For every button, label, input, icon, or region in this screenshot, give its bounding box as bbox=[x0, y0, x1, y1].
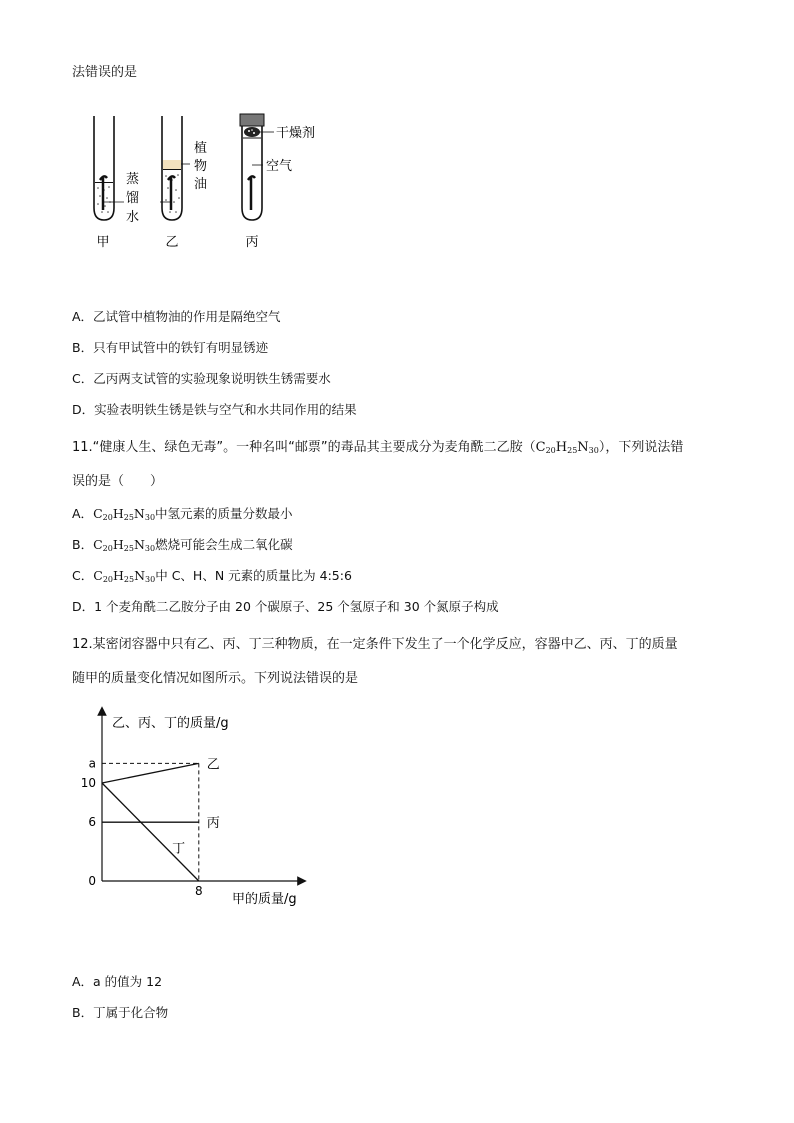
series-label-ding: 丁 bbox=[172, 841, 186, 857]
series-yi-line bbox=[102, 763, 199, 783]
x-axis-label: 甲的质量/g bbox=[232, 892, 297, 907]
q10-stem-tail: 法错误的是 bbox=[72, 65, 138, 80]
q10-option-c: C．乙丙两支试管的实验现象说明铁生锈需要水 bbox=[72, 371, 331, 386]
series-ding-line bbox=[102, 783, 199, 881]
y-axis-label: 乙、丙、丁的质量/g bbox=[112, 716, 229, 731]
q12-option-b: B．丁属于化合物 bbox=[72, 1005, 169, 1020]
tube-yi-oil-line bbox=[163, 169, 181, 170]
q11-stem-line2: 误的是（ ） bbox=[72, 474, 164, 489]
q11-option-a: A．$C_{20}H_{25}N_{30}$中氢元素的质量分数最小 bbox=[72, 506, 293, 522]
tube-yi-oil-layer bbox=[163, 160, 181, 169]
q11-stem-line1 bbox=[72, 439, 683, 460]
q11-stem-part2: ），下列说法错 bbox=[598, 440, 684, 455]
q10-option-b: B．只有甲试管中的铁钉有明显锈迹 bbox=[72, 340, 269, 355]
nail-jia bbox=[100, 176, 107, 210]
tube-label-yi: 乙 bbox=[165, 235, 179, 250]
label-oil-1: 植 bbox=[194, 141, 208, 156]
q12-mass-chart bbox=[80, 705, 330, 915]
y-tick-label: 0 bbox=[88, 874, 96, 888]
tube-label-bing: 丙 bbox=[245, 235, 259, 250]
q12-option-a: A．a 的值为 12 bbox=[72, 974, 163, 989]
q12-stem-line2: 随甲的质量变化情况如图所示。下列说法错误的是 bbox=[72, 671, 359, 686]
desiccant-bing bbox=[243, 127, 261, 138]
series-label-yi: 乙 bbox=[206, 757, 220, 773]
q10-option-a: A．乙试管中植物油的作用是隔绝空气 bbox=[72, 309, 281, 324]
tube-label-jia: 甲 bbox=[96, 235, 110, 250]
label-oil-2: 物 bbox=[194, 159, 208, 174]
q11-stem-part1: 11.“健康人生、绿色无毒”。一种名叫“邮票”的毒品其主要成分为麦角酰二乙胺（ bbox=[72, 440, 536, 455]
y-tick-label: a bbox=[88, 756, 96, 771]
test-tube-figure bbox=[80, 110, 340, 255]
label-air: 空气 bbox=[266, 159, 293, 174]
label-desiccant: 干燥剂 bbox=[276, 126, 316, 141]
nail-bing bbox=[248, 176, 255, 210]
label-water-3: 水 bbox=[126, 210, 140, 225]
label-water-1: 蒸 bbox=[126, 172, 140, 187]
label-water-2: 馏 bbox=[126, 191, 140, 206]
q11-option-c: C．$C_{20}H_{25}N_{30}$中 C、H、N 元素的质量比为 4:5:6 bbox=[72, 568, 352, 584]
y-tick-label: 6 bbox=[88, 815, 96, 830]
y-tick-label: 10 bbox=[80, 776, 96, 790]
x-tick-label: 8 bbox=[194, 884, 203, 898]
q10-option-d: D．实验表明铁生锈是铁与空气和水共同作用的结果 bbox=[72, 402, 357, 417]
q11-formula: $C_{20}H_{25}N_{30}$ bbox=[535, 440, 599, 455]
label-oil-3: 油 bbox=[194, 177, 208, 192]
q12-stem-line1: 12.某密闭容器中只有乙、丙、丁三种物质，在一定条件下发生了一个化学反应，容器中乙、丙、丁的质量 bbox=[72, 637, 678, 652]
nail-yi bbox=[168, 176, 175, 210]
q11-option-d: D．1 个麦角酰二乙胺分子由 20 个碳原子、25 个氢原子和 30 个氮原子构成 bbox=[72, 599, 499, 614]
series-label-bing: 丙 bbox=[206, 816, 220, 832]
tube-yi-water bbox=[165, 174, 180, 213]
q11-option-b: B．$C_{20}H_{25}N_{30}$燃烧可能会生成二氧化碳 bbox=[72, 537, 293, 553]
stopper-bing bbox=[240, 114, 264, 126]
